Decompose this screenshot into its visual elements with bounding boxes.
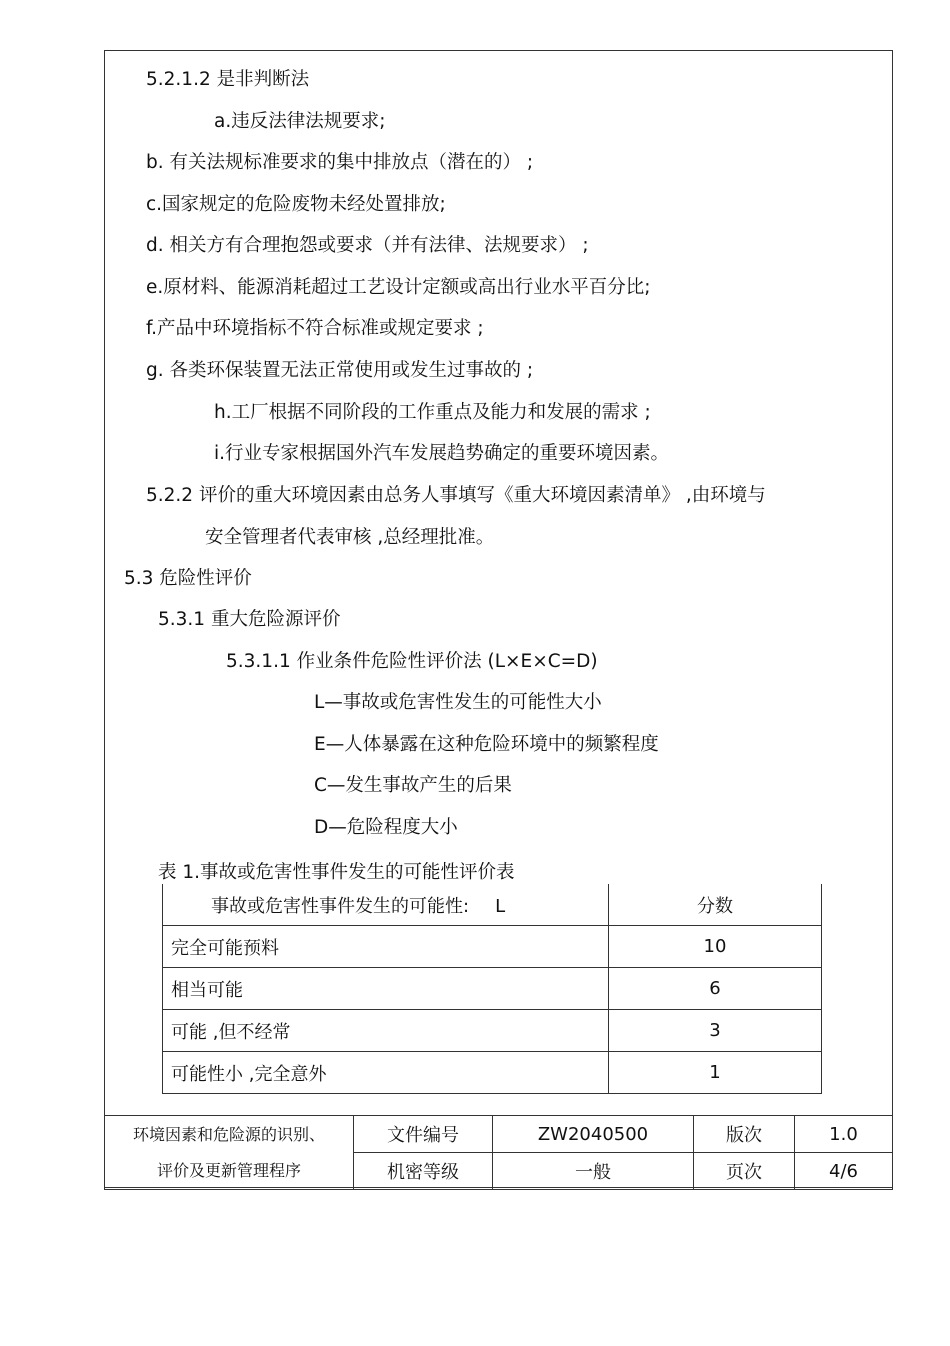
item-c: c.国家规定的危险废物未经处置排放;	[146, 194, 446, 215]
table-row	[163, 1010, 822, 1052]
secret-label: 机密等级	[354, 1153, 493, 1190]
header-label-cell	[163, 884, 609, 926]
version: 1.0	[795, 1116, 893, 1153]
header-symbol: L	[495, 895, 506, 917]
row-desc: 相当可能	[163, 968, 609, 1010]
row-desc: 可能性小 ,完全意外	[163, 1052, 609, 1094]
item-a: a.违反法律法规要求;	[214, 111, 386, 132]
file-no: ZW2040500	[493, 1116, 694, 1153]
section-5-3: 5.3 危险性评价	[124, 568, 252, 589]
row-score: 3	[609, 1010, 822, 1052]
item-h: h.工厂根据不同阶段的工作重点及能力和发展的需求 ;	[214, 402, 651, 423]
section-5-3-1-1: 5.3.1.1 作业条件危险性评价法 (L×E×C=D)	[226, 651, 598, 672]
row-score: 1	[609, 1052, 822, 1094]
item-i: i.行业专家根据国外汽车发展趋势确定的重要环境因素。	[214, 443, 670, 464]
header-label: 事故或危害性事件发生的可能性:	[211, 895, 470, 917]
header-score: 分数	[609, 884, 822, 926]
def-c: C—发生事故产生的后果	[314, 775, 512, 796]
table-header-row	[163, 884, 822, 926]
section-5-2-1-2: 5.2.1.2 是非判断法	[146, 69, 310, 90]
table-row	[163, 1052, 822, 1094]
file-no-label: 文件编号	[354, 1116, 493, 1153]
table-caption: 表 1.事故或危害性事件发生的可能性评价表	[158, 862, 515, 883]
row-score: 10	[609, 926, 822, 968]
section-5-2-2: 5.2.2 评价的重大环境因素由总务人事填写《重大环境因素清单》 ,由环境与	[146, 485, 766, 506]
item-e: e.原材料、能源消耗超过工艺设计定额或高出行业水平百分比;	[146, 277, 651, 298]
doc-name-cell	[105, 1116, 354, 1190]
doc-name-line-1: 环境因素和危险源的识别、	[132, 1124, 325, 1144]
secret-level: 一般	[493, 1153, 694, 1190]
row-desc: 完全可能预料	[163, 926, 609, 968]
item-b: b. 有关法规标准要求的集中排放点（潜在的） ;	[146, 152, 534, 173]
def-d: D—危险程度大小	[314, 817, 458, 838]
table-row	[163, 968, 822, 1010]
item-d: d. 相关方有合理抱怨或要求（并有法律、法规要求） ;	[146, 235, 589, 256]
def-e: E—人体暴露在这种危险环境中的频繁程度	[314, 734, 659, 755]
item-f: f.产品中环境指标不符合标准或规定要求 ;	[146, 318, 484, 339]
def-l: L—事故或危害性发生的可能性大小	[314, 692, 602, 713]
row-desc: 可能 ,但不经常	[163, 1010, 609, 1052]
footer-row	[105, 1116, 893, 1153]
table-row	[163, 926, 822, 968]
page-label: 页次	[694, 1153, 795, 1190]
section-5-2-2-cont: 安全管理者代表审核 ,总经理批准。	[205, 527, 495, 548]
document-footer	[104, 1115, 893, 1190]
page-number: 4/6	[795, 1153, 893, 1190]
version-label: 版次	[694, 1116, 795, 1153]
item-g: g. 各类环保装置无法正常使用或发生过事故的 ;	[146, 360, 534, 381]
likelihood-table	[162, 884, 822, 1094]
doc-name-line-2: 评价及更新管理程序	[156, 1160, 301, 1180]
section-5-3-1: 5.3.1 重大危险源评价	[158, 609, 341, 630]
row-score: 6	[609, 968, 822, 1010]
